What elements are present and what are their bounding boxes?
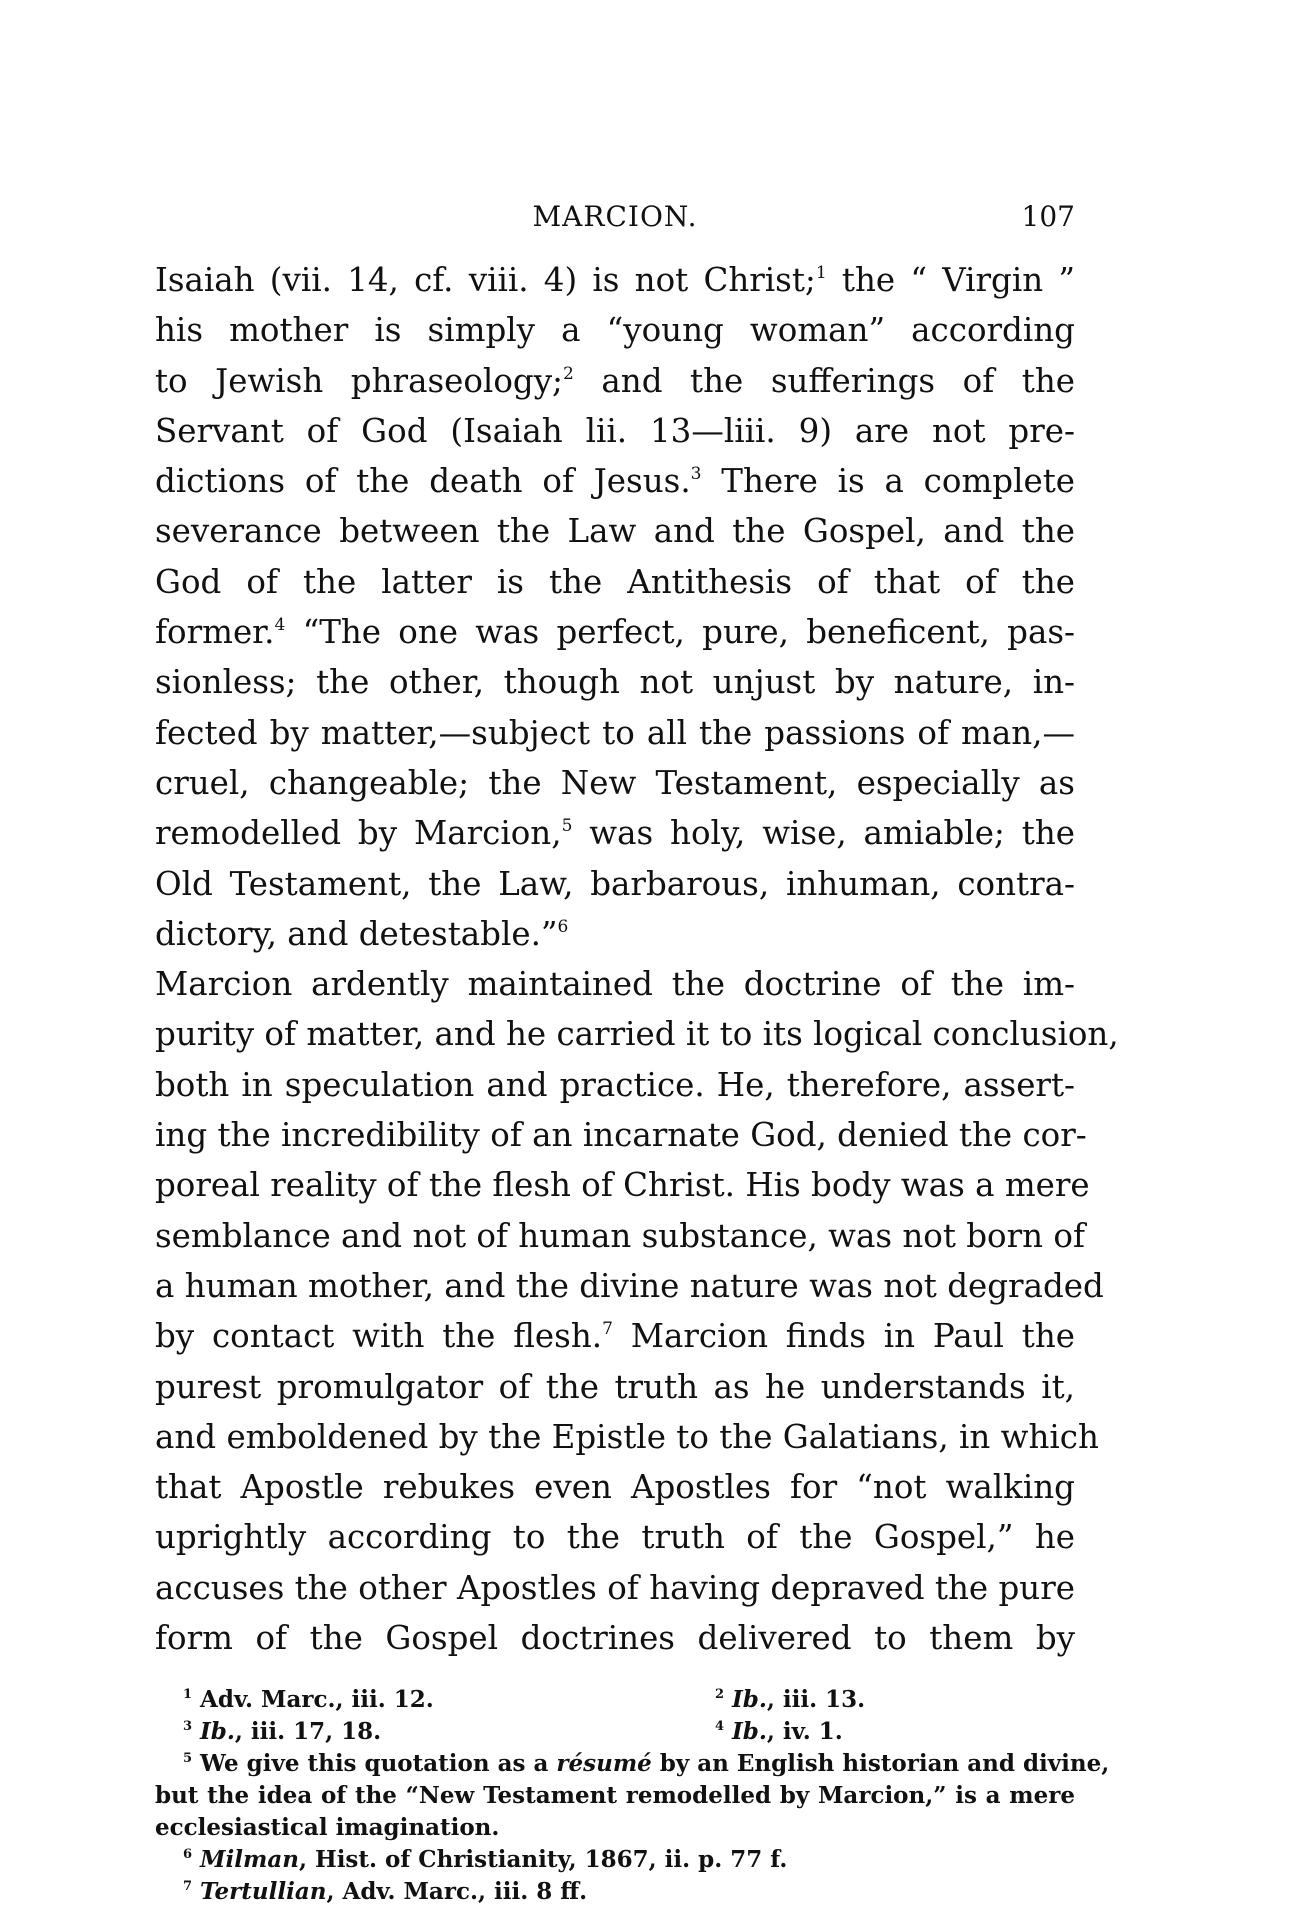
footnote-mark: 1	[183, 1687, 193, 1702]
text-run: sionless; the other, though not unjust by nature, in-	[155, 663, 1075, 702]
text-line	[155, 1613, 1075, 1663]
footnote-text: , Adv. Marc., iii. 8 ff.	[326, 1878, 588, 1905]
text-run: his mother is simply a “young woman” according	[155, 311, 1075, 350]
text-line	[155, 1362, 1075, 1412]
footnote-reference: 4	[274, 615, 286, 636]
footnote-4	[715, 1716, 1075, 1748]
footnote-mark: 7	[183, 1879, 193, 1894]
footnote-text: , Hist. of Christianity, 1867, ii. p. 77 f.	[298, 1846, 788, 1873]
footnote-line: but the idea of the “New Testament remodelled by Marcion,” is a mere	[155, 1782, 1075, 1809]
text-run: dictory, and detestable.”	[155, 914, 558, 953]
text-run: dictions of the death of Jesus.	[155, 462, 691, 501]
footnote-2	[715, 1684, 1075, 1716]
text-run: the “ Virgin ”	[826, 261, 1075, 299]
text-line	[155, 255, 1075, 305]
footnote-mark: 3	[183, 1719, 193, 1734]
text-line	[155, 1160, 1090, 1210]
footnote-text: , iii. 13.	[766, 1686, 866, 1713]
text-run: Servant of God (Isaiah lii. 13—liii. 9) are not pre-	[155, 411, 1075, 450]
text-line	[155, 1462, 1075, 1512]
footnote-line: ecclesiastical imagination.	[155, 1814, 500, 1841]
text-run: “The one was perfect, pure, beneficent, pas-	[285, 613, 1075, 652]
text-line	[155, 657, 1075, 707]
text-run: a human mother, and the divine nature was not degraded	[155, 1266, 1104, 1305]
text-line	[155, 859, 1075, 909]
text-line	[155, 356, 1075, 406]
running-header	[155, 200, 1075, 240]
text-run: accuses the other Apostles of having depraved the pure	[155, 1568, 1075, 1607]
footnote-author: Milman	[200, 1846, 299, 1873]
text-line	[155, 758, 1075, 808]
text-line	[155, 1311, 1075, 1361]
text-run: Marcion ardently maintained the doctrine of the im-	[155, 965, 1075, 1004]
footnote-reference: 1	[815, 263, 827, 283]
footnote-ibid: Ib.	[732, 1718, 767, 1745]
text-line	[155, 909, 1075, 959]
footnote-reference: 3	[690, 464, 702, 485]
text-line	[155, 1512, 1075, 1562]
footnote-mark: 2	[715, 1687, 725, 1702]
text-run: uprightly according to the truth of the Gospel,” he	[155, 1518, 1075, 1557]
footnote-mark: 5	[183, 1751, 193, 1766]
text-run: severance between the Law and the Gospel, and the	[155, 512, 1075, 551]
text-line	[155, 1211, 1085, 1261]
footnote-row	[155, 1716, 1075, 1748]
footnote-reference: 2	[563, 363, 574, 384]
text-run: ing the incredibility of an incarnate God, denied the cor-	[155, 1116, 1087, 1155]
footnote-3	[155, 1716, 715, 1748]
text-run: semblance and not of human substance, was not born of	[155, 1216, 1085, 1255]
text-run: purest promulgator of the truth as he understands it,	[155, 1367, 1075, 1406]
text-run: former.	[155, 613, 275, 652]
text-run: form of the Gospel doctrines delivered to them by	[155, 1619, 1075, 1658]
footnote-mark: 4	[715, 1719, 725, 1734]
footnote-emphasis: résumé	[556, 1750, 652, 1777]
text-line	[155, 456, 1075, 506]
footnote-6	[155, 1844, 1075, 1876]
text-line	[155, 1261, 1104, 1311]
text-run: There is a complete	[701, 462, 1075, 501]
text-line	[155, 1110, 1087, 1160]
running-title: MARCION.	[532, 200, 698, 233]
text-line	[155, 506, 1075, 556]
text-line	[155, 1412, 1099, 1462]
text-run: poreal reality of the flesh of Christ. His body was a mere	[155, 1166, 1090, 1205]
text-run: God of the latter is the Antithesis of that of the	[155, 562, 1075, 601]
footnote-row	[155, 1684, 1075, 1716]
text-line	[155, 607, 1075, 657]
text-line	[155, 305, 1075, 355]
text-run: remodelled by Marcion,	[155, 814, 562, 853]
body-text	[155, 255, 1119, 1663]
footnote-mark: 6	[183, 1847, 193, 1862]
text-line	[155, 406, 1075, 456]
footnote-text: We give this quotation as a	[200, 1750, 557, 1777]
footnote-reference: 7	[602, 1319, 613, 1340]
footnote-ibid: Ib.	[732, 1686, 767, 1713]
footnote-reference: 6	[557, 916, 569, 937]
footnote-line	[155, 1748, 1110, 1780]
text-line	[155, 1009, 1119, 1059]
text-line	[155, 959, 1075, 1009]
footnote-text: , iv. 1.	[766, 1718, 843, 1745]
footnote-1	[155, 1684, 715, 1716]
text-run: was holy, wise, amiable; the	[572, 814, 1075, 853]
text-run: Marcion finds in Paul the	[612, 1317, 1075, 1356]
text-line	[155, 1563, 1075, 1613]
text-run: both in speculation and practice. He, therefore, assert-	[155, 1065, 1075, 1104]
page-number: 107	[1021, 200, 1075, 233]
footnote-reference: 5	[561, 816, 573, 837]
footnote-text: , iii. 17, 18.	[234, 1718, 382, 1745]
text-run: and emboldened by the Epistle to the Galatians, in which	[155, 1417, 1099, 1456]
text-run: by contact with the flesh.	[155, 1317, 603, 1356]
footnote-7	[155, 1876, 1075, 1908]
text-line	[155, 557, 1075, 607]
footnote-ibid: Ib.	[200, 1718, 235, 1745]
text-line	[155, 1060, 1075, 1110]
text-run: purity of matter, and he carried it to its logical conclusion,	[155, 1015, 1119, 1054]
footnotes	[155, 1684, 1110, 1908]
footnote-text: Adv. Marc., iii. 12.	[200, 1686, 434, 1713]
text-run: Old Testament, the Law, barbarous, inhuman, contra-	[155, 864, 1075, 903]
text-run: and the sufferings of the	[573, 361, 1076, 400]
text-run: Isaiah (vii. 14, cf. viii. 4) is not Christ;	[155, 261, 816, 299]
text-line	[155, 708, 1075, 758]
footnote-text: by an English historian and divine,	[651, 1750, 1110, 1777]
text-line	[155, 808, 1075, 858]
footnote-5	[155, 1748, 1110, 1844]
text-run: fected by matter,—subject to all the passions of man,—	[155, 713, 1075, 752]
footnote-author: Tertullian	[200, 1878, 327, 1905]
text-run: cruel, changeable; the New Testament, especially as	[155, 763, 1075, 802]
text-run: to Jewish phraseology;	[155, 361, 564, 400]
text-run: that Apostle rebukes even Apostles for “not walking	[155, 1468, 1075, 1507]
